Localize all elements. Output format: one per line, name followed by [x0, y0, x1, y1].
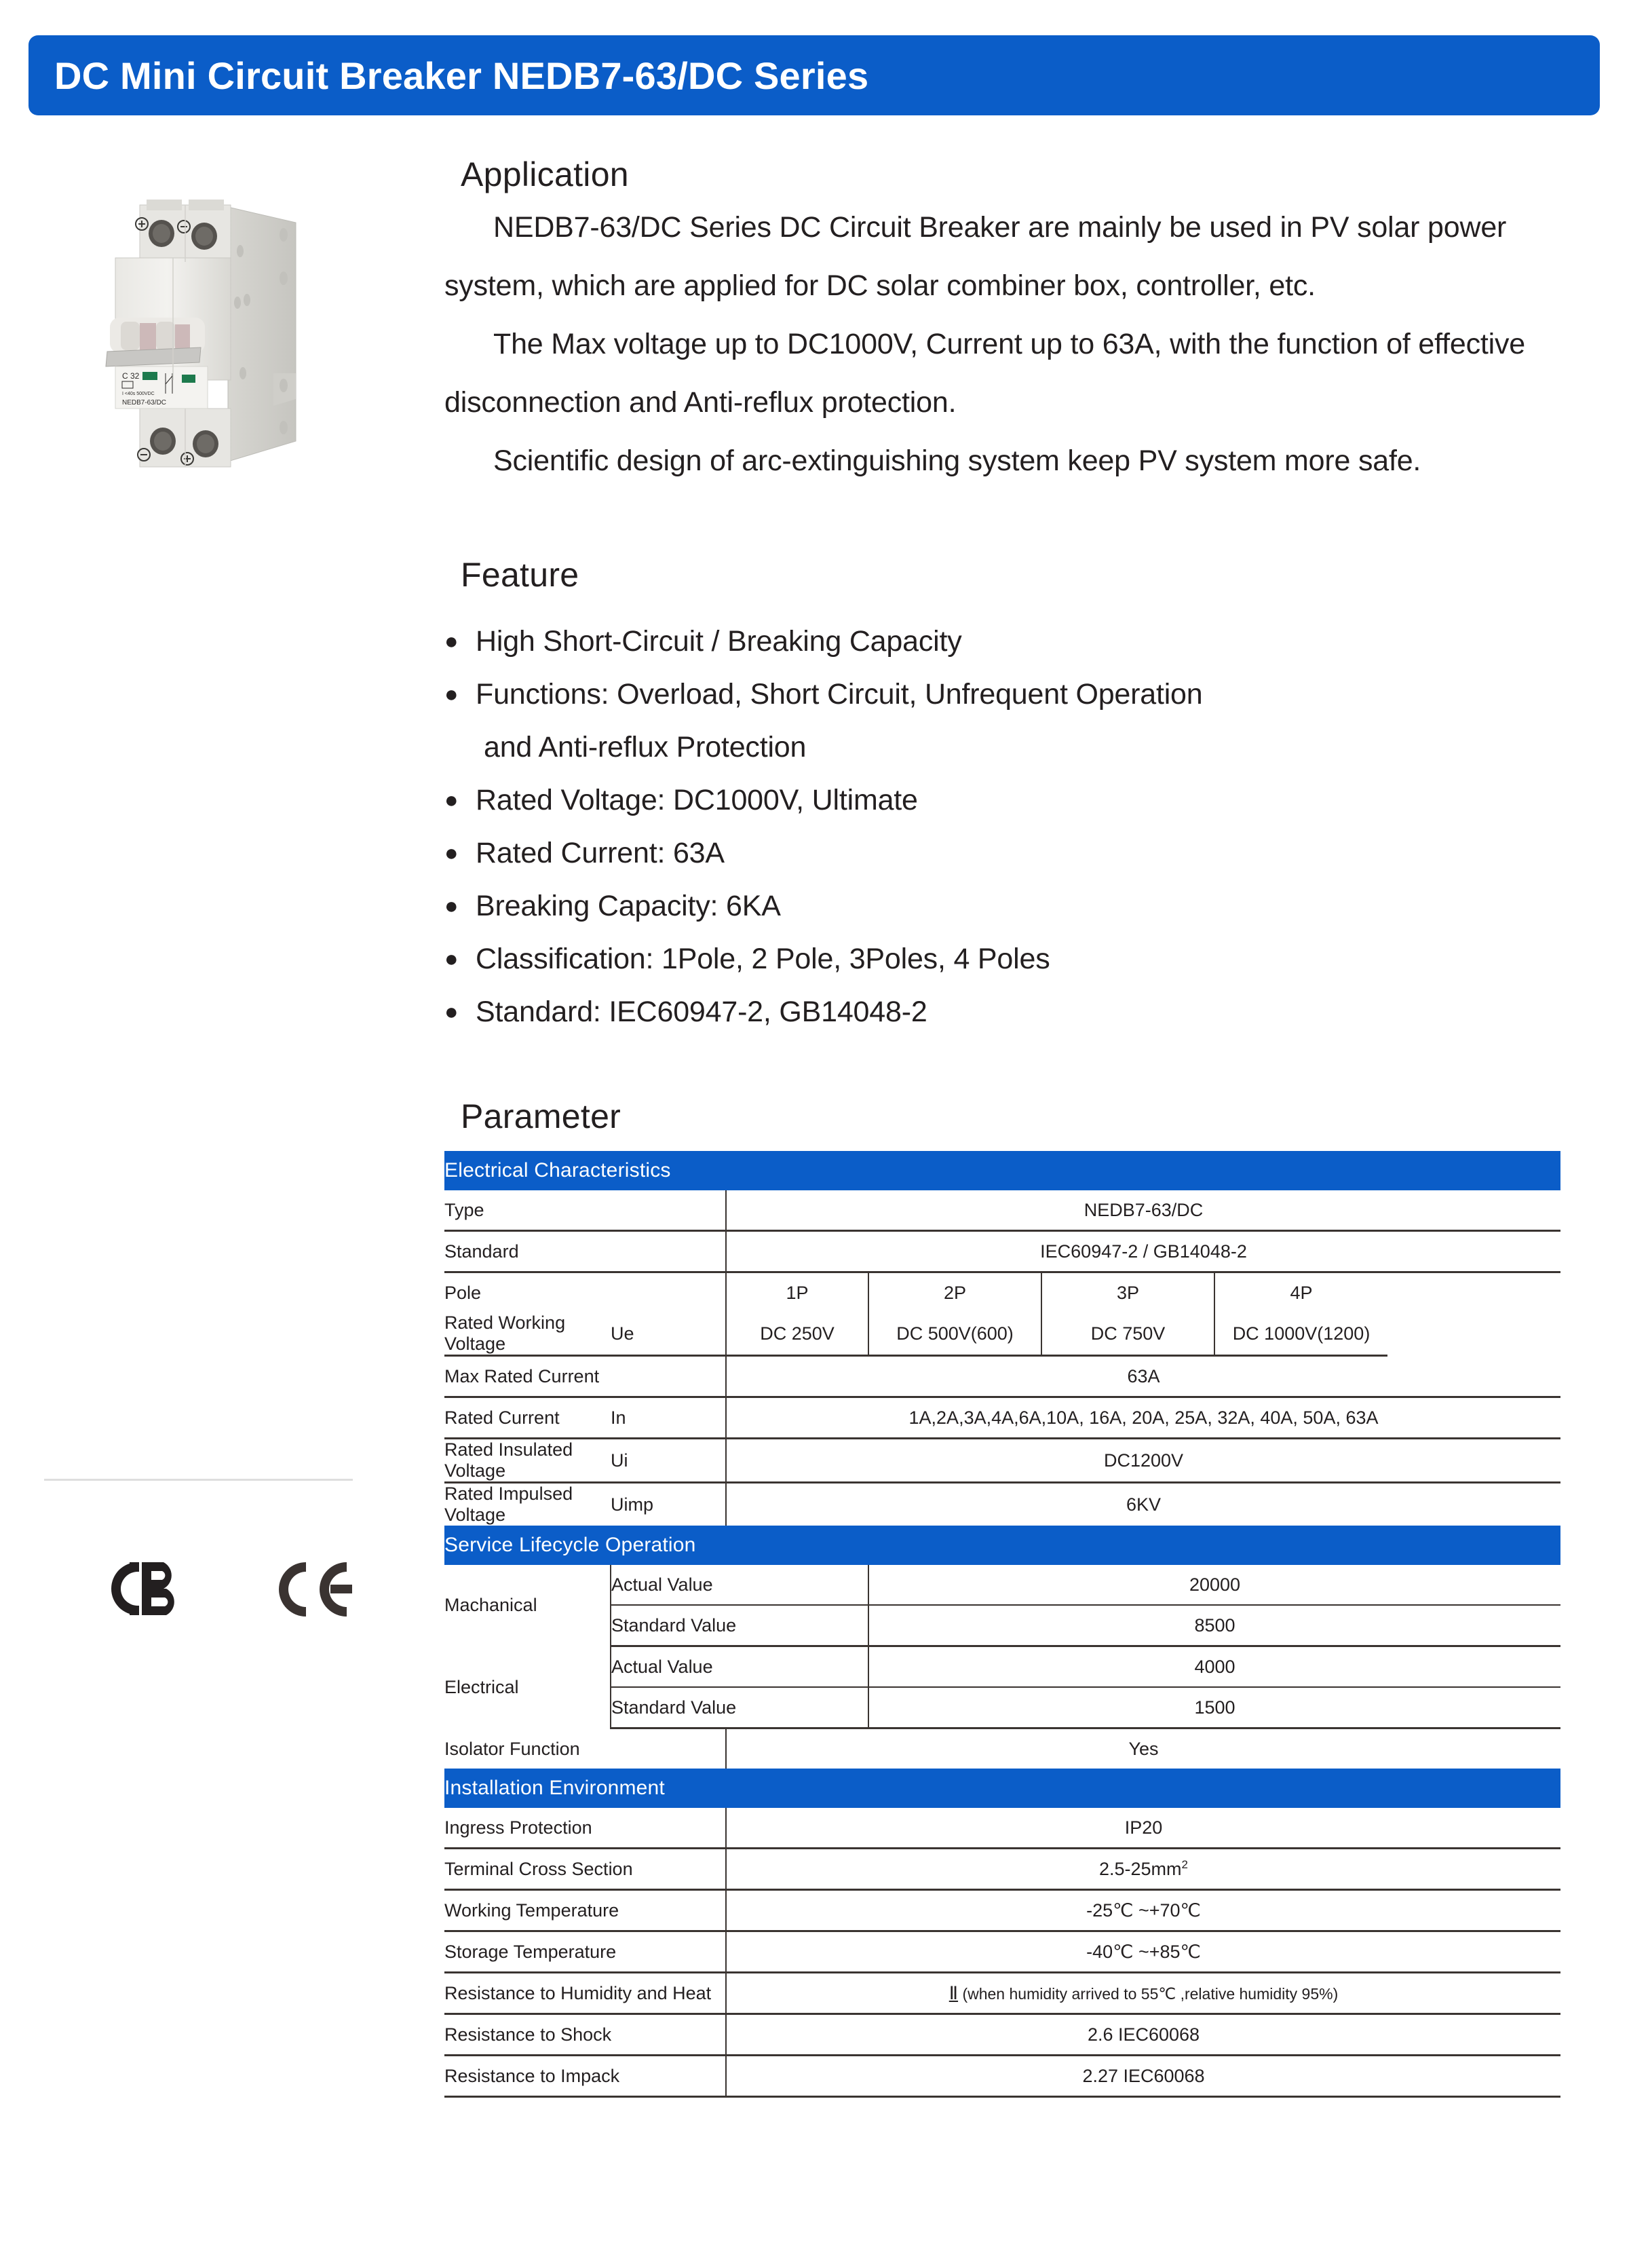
row-value-resistance-impack: 2.27 IEC60068 [726, 2056, 1560, 2097]
product-photo [80, 170, 365, 489]
cell-voltage-1p: DC 250V [726, 1312, 868, 1356]
row-value-mech-standard: 8500 [868, 1605, 1560, 1646]
list-item [444, 668, 1598, 774]
row-label-resistance-impack: Resistance to Impack [444, 2056, 726, 2097]
row-label-mech-standard: Standard Value [611, 1605, 868, 1646]
row-value-max-rated-current: 63A [726, 1356, 1560, 1397]
table-section-header [444, 1769, 1560, 1808]
feature-item-label: High Short-Circuit / Breaking Capacity [476, 625, 962, 658]
row-value-working-temperature: -25℃ ~+70℃ [726, 1890, 1560, 1931]
row-label-rated-impulsed-voltage: Rated Impulsed Voltage [444, 1483, 573, 1525]
feature-heading: Feature [461, 556, 579, 594]
application-section [444, 155, 1598, 490]
bullet-icon: ● [444, 787, 459, 813]
bullet-icon: ● [444, 628, 459, 654]
feature-section [444, 555, 1598, 1038]
cell-pole-1p: 1P [726, 1272, 868, 1313]
row-label-terminal-cross-section: Terminal Cross Section [444, 1849, 726, 1890]
row-value-elec-actual: 4000 [868, 1646, 1560, 1688]
list-item [444, 932, 1598, 985]
feature-item-label: Rated Current: 63A [476, 837, 725, 869]
feature-item-label: Functions: Overload, Short Circuit, Unfrequent Operation [476, 678, 1203, 711]
application-paragraph-2-text: The Max voltage up to DC1000V, Current up to 63A, with the function of effective disconnection and Anti-reflux protection. [444, 328, 1525, 419]
left-divider [44, 1479, 353, 1481]
cb-mark-icon [90, 1553, 206, 1627]
bullet-icon: ● [444, 946, 459, 972]
table-row [444, 1849, 1560, 1890]
cell-pole-4p: 4P [1290, 1282, 1313, 1303]
group-label-electrical: Electrical [444, 1646, 611, 1728]
row-value-elec-standard: 1500 [868, 1687, 1560, 1728]
table-row [444, 1931, 1560, 1973]
row-value-rated-impulsed-voltage: 6KV [1126, 1494, 1162, 1515]
row-label-elec-standard: Standard Value [611, 1687, 868, 1728]
page-title: DC Mini Circuit Breaker NEDB7-63/DC Series [54, 54, 869, 97]
group-label-machanical: Machanical [444, 1565, 611, 1646]
table-row [444, 1312, 1560, 1356]
certification-logos [44, 1553, 424, 1634]
table-row [444, 1646, 1560, 1688]
application-paragraph-3 [444, 432, 1598, 490]
row-value-isolator-function: Yes [1128, 1738, 1159, 1759]
table-row [444, 1605, 1560, 1646]
row-label-pole: Pole [444, 1272, 726, 1313]
feature-list [444, 615, 1598, 1038]
feature-item-label: Breaking Capacity: 6KA [476, 890, 781, 922]
bullet-icon: ● [444, 681, 459, 707]
row-label-type: Type [444, 1190, 726, 1231]
table-row [444, 1483, 1560, 1526]
bullet-icon: ● [444, 893, 459, 919]
table-row [444, 1190, 1560, 1231]
table-section-header [444, 1526, 1560, 1565]
list-item [444, 880, 1598, 932]
page-header-banner [28, 35, 1600, 115]
bullet-icon: ● [444, 840, 459, 866]
application-paragraph-1 [444, 198, 1598, 315]
row-value-type: NEDB7-63/DC [726, 1190, 1560, 1231]
humidity-note: (when humidity arrived to 55℃ ,relative humidity 95%) [958, 1984, 1339, 2003]
row-label-rated-insulated-voltage: Rated Insulated Voltage [444, 1439, 611, 1483]
table-row [444, 1356, 1560, 1397]
table-row [444, 1973, 1560, 2014]
feature-item-label: Standard: IEC60947-2, GB14048-2 [476, 996, 927, 1028]
cell-voltage-4p: DC 1000V(1200) [1214, 1312, 1387, 1356]
row-value-terminal-cross-section [726, 1849, 1560, 1890]
row-label-rated-working-voltage: Rated Working Voltage [444, 1312, 611, 1356]
row-label-resistance-shock: Resistance to Shock [444, 2014, 726, 2056]
bullet-icon: ● [444, 999, 459, 1025]
table-row [444, 1565, 1560, 1605]
table-row [444, 1890, 1560, 1931]
table-row [444, 1728, 1560, 1769]
table-row [444, 1808, 1560, 1849]
list-item [444, 615, 1598, 668]
row-symbol-ui: Ui [611, 1439, 726, 1483]
row-label-storage-temperature: Storage Temperature [444, 1931, 726, 1973]
row-symbol-uimp: Uimp [611, 1483, 726, 1526]
table-row [444, 2056, 1560, 2097]
feature-item-label: Classification: 1Pole, 2 Pole, 3Poles, 4 Poles [476, 943, 1050, 975]
row-value-rated-insulated-voltage: DC1200V [726, 1439, 1560, 1483]
application-heading: Application [461, 155, 629, 193]
parameter-heading: Parameter [461, 1097, 621, 1135]
cell-voltage-3p: DC 750V [1041, 1312, 1214, 1356]
row-symbol-ue: Ue [611, 1312, 726, 1356]
svg-text:C 32: C 32 [122, 371, 140, 381]
row-label-standard: Standard [444, 1231, 726, 1272]
row-label-working-temperature: Working Temperature [444, 1890, 726, 1931]
row-value-resistance-shock: 2.6 IEC60068 [726, 2014, 1560, 2056]
table-row [444, 1272, 1560, 1313]
list-item [444, 827, 1598, 880]
cell-pole-2p: 2P [868, 1272, 1041, 1313]
table-row [444, 1687, 1560, 1728]
list-item [444, 774, 1598, 827]
terminal-cross-section-sup: 2 [1181, 1858, 1189, 1871]
parameter-section [444, 1097, 1598, 2098]
ce-mark-icon [268, 1555, 377, 1627]
svg-text:NEDB7-63/DC: NEDB7-63/DC [122, 399, 167, 407]
application-paragraph-3-text: Scientific design of arc-extinguishing system keep PV system more safe. [493, 445, 1421, 477]
row-value-mech-actual: 20000 [868, 1565, 1560, 1605]
row-label-isolator-function: Isolator Function [444, 1728, 726, 1769]
row-value-standard: IEC60947-2 / GB14048-2 [726, 1231, 1560, 1272]
row-label-elec-actual: Actual Value [611, 1646, 868, 1688]
row-value-ingress-protection: IP20 [726, 1808, 1560, 1849]
table-row [444, 1397, 1560, 1439]
main-content [444, 148, 1598, 2098]
row-label-resistance-humidity-heat: Resistance to Humidity and Heat [444, 1973, 726, 2014]
parameter-table [444, 1151, 1560, 2098]
terminal-cross-section-value: 2.5-25mm [1099, 1859, 1182, 1879]
feature-item-label: Rated Voltage: DC1000V, Ultimate [476, 784, 918, 816]
application-paragraph-1-text: NEDB7-63/DC Series DC Circuit Breaker are mainly be used in PV solar power system, which are applied for DC solar combiner box, controller, etc. [444, 211, 1507, 302]
table-row [444, 1439, 1560, 1483]
row-value-resistance-humidity-heat [726, 1973, 1560, 2014]
table-section-header [444, 1151, 1560, 1190]
row-label-rated-current: Rated Current [444, 1397, 611, 1439]
cell-pole-3p: 3P [1041, 1272, 1214, 1313]
row-label-max-rated-current: Max Rated Current [444, 1356, 726, 1397]
cell-voltage-2p: DC 500V(600) [868, 1312, 1041, 1356]
section-header-lifecycle: Service Lifecycle Operation [444, 1526, 1560, 1565]
feature-item-continuation: and Anti-reflux Protection [484, 731, 807, 763]
humidity-class-value: Ⅱ [948, 1982, 959, 2003]
table-row [444, 2014, 1560, 2056]
row-label-ingress-protection: Ingress Protection [444, 1808, 726, 1849]
table-row [444, 1231, 1560, 1272]
row-value-rated-current: 1A,2A,3A,4A,6A,10A, 16A, 20A, 25A, 32A, 40A, 50A, 63A [726, 1397, 1560, 1439]
application-paragraph-2 [444, 315, 1598, 432]
row-label-mech-actual: Actual Value [611, 1565, 868, 1605]
section-header-installation: Installation Environment [444, 1769, 1560, 1808]
svg-text:I <40s 500VDC: I <40s 500VDC [122, 392, 155, 396]
row-symbol-in: In [611, 1397, 726, 1439]
section-header-electrical: Electrical Characteristics [444, 1151, 1560, 1190]
row-value-storage-temperature: -40℃ ~+85℃ [726, 1931, 1560, 1973]
list-item [444, 985, 1598, 1038]
